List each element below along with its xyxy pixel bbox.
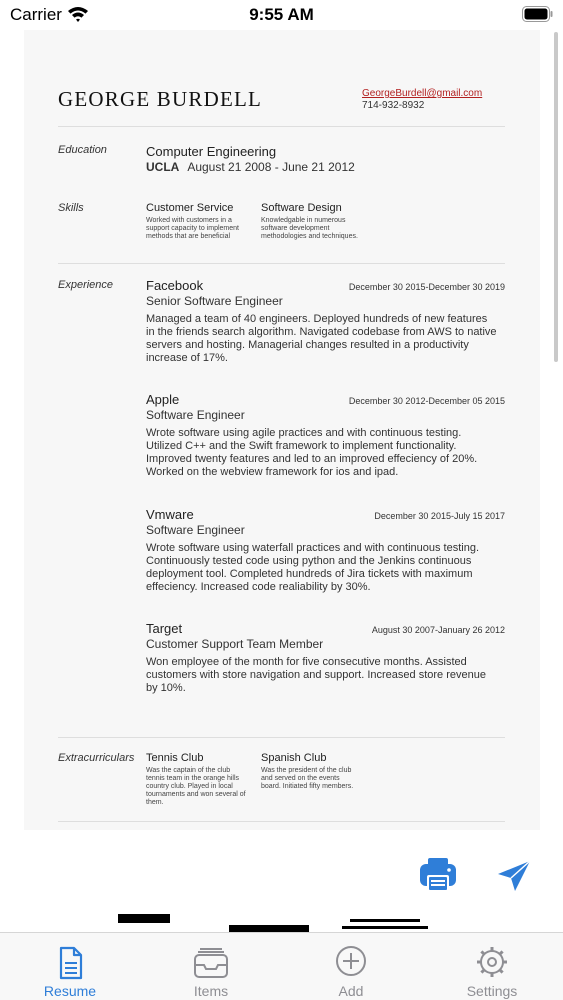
experience-company: Facebook [146, 278, 204, 293]
document-icon [52, 945, 88, 981]
divider [58, 737, 505, 738]
education-dates: August 21 2008 - June 21 2012 [187, 160, 355, 174]
experience-dates: December 30 2015-December 30 2019 [348, 282, 505, 292]
resume-thumbnail[interactable] [334, 912, 435, 932]
tab-add[interactable] [301, 933, 401, 1000]
education-degree: Computer Engineering [146, 144, 277, 159]
experience-role: Software Engineer [146, 523, 245, 537]
phone-number: 714-932-8932 [362, 100, 425, 111]
extracurricular-title: Spanish Club [261, 752, 327, 764]
tab-label: Items [193, 983, 229, 999]
experience-description: Won employee of the month for five consecutive months. Assisted customers with store navigation and support. Increased store revenue by 10%. [146, 656, 486, 694]
gear-icon [474, 945, 510, 981]
tab-label: Add [338, 983, 364, 999]
resume-name: GEORGE BURDELL [58, 87, 263, 111]
education-school: UCLA [146, 160, 180, 174]
experience-role: Software Engineer [146, 408, 245, 422]
experience-dates: December 30 2015-July 15 2017 [374, 511, 505, 521]
status-bar [0, 0, 563, 30]
divider [58, 126, 505, 127]
experience-description: Managed a team of 40 engineers. Deployed hundreds of new features in the friends search algorithm. Navigated codebase from AWS to native servers and hosting. Managerial changes resulted in a productivity increase of 17%. [146, 313, 497, 364]
tab-settings[interactable] [442, 933, 542, 1000]
divider [58, 263, 505, 264]
paper-plane-icon[interactable] [497, 860, 531, 892]
resume-thumbnail[interactable] [117, 912, 204, 932]
skill-description: Worked with customers in a support capacity to implement methods that are beneficial [146, 217, 239, 240]
scrollbar[interactable] [554, 32, 558, 362]
experience-dates: August 30 2007-January 26 2012 [371, 625, 505, 635]
extracurricular-description: Was the president of the club and served on the events board. Initiated fifty members. [261, 767, 354, 790]
tab-resume[interactable] [20, 933, 120, 1000]
experience-role: Senior Software Engineer [146, 294, 283, 308]
extracurricular-description: Was the captain of the club tennis team in the orange hills country club. Played in local tournaments and won several of them. [146, 767, 246, 806]
education-school-line [146, 160, 355, 174]
experience-company: Vmware [146, 507, 194, 522]
tray-icon [193, 945, 229, 981]
skill-title: Customer Service [146, 202, 234, 214]
email-link[interactable]: GeorgeBurdell@gmail.com [362, 88, 483, 99]
experience-description: Wrote software using waterfall practices and with continuous testing. Continuously tested code using python and the Jenkins continuous deployment tool. Completed hundreds of Jira tickets with maximum effeciency. Increased code realiability by 30%. [146, 542, 480, 593]
skill-description: Knowledgable in numerous software development methodologies and techniques. [261, 217, 358, 240]
carrier-label: Carrier [10, 5, 62, 24]
printer-icon[interactable] [420, 858, 456, 892]
plus-circle-icon [333, 945, 369, 981]
resume-thumbnail[interactable] [228, 912, 310, 932]
experience-role: Customer Support Team Member [146, 637, 324, 651]
battery-icon [522, 6, 553, 22]
experience-label: Experience [58, 279, 114, 291]
divider [58, 821, 505, 822]
tab-label: Settings [466, 983, 518, 999]
education-label: Education [58, 144, 107, 156]
tab-items[interactable] [161, 933, 261, 1000]
status-time: 9:55 AM [249, 5, 314, 24]
extracurriculars-label: Extracurriculars [58, 752, 135, 764]
resume-document[interactable] [24, 30, 540, 830]
experience-dates: December 30 2012-December 05 2015 [348, 396, 505, 406]
experience-company: Target [146, 621, 183, 636]
tab-bar [0, 932, 563, 1000]
experience-description: Wrote software using agile practices and with continuous testing. Utilized C++ and the Swift framework to implement functionality. Improved twenty features and led to an improved effeciency of 20%. Worked on the webview framework for ios and ipad. [146, 427, 478, 478]
experience-company: Apple [146, 392, 180, 407]
tab-label: Resume [43, 983, 97, 999]
extracurricular-title: Tennis Club [146, 752, 204, 764]
skill-title: Software Design [261, 202, 342, 214]
skills-label: Skills [58, 202, 84, 214]
